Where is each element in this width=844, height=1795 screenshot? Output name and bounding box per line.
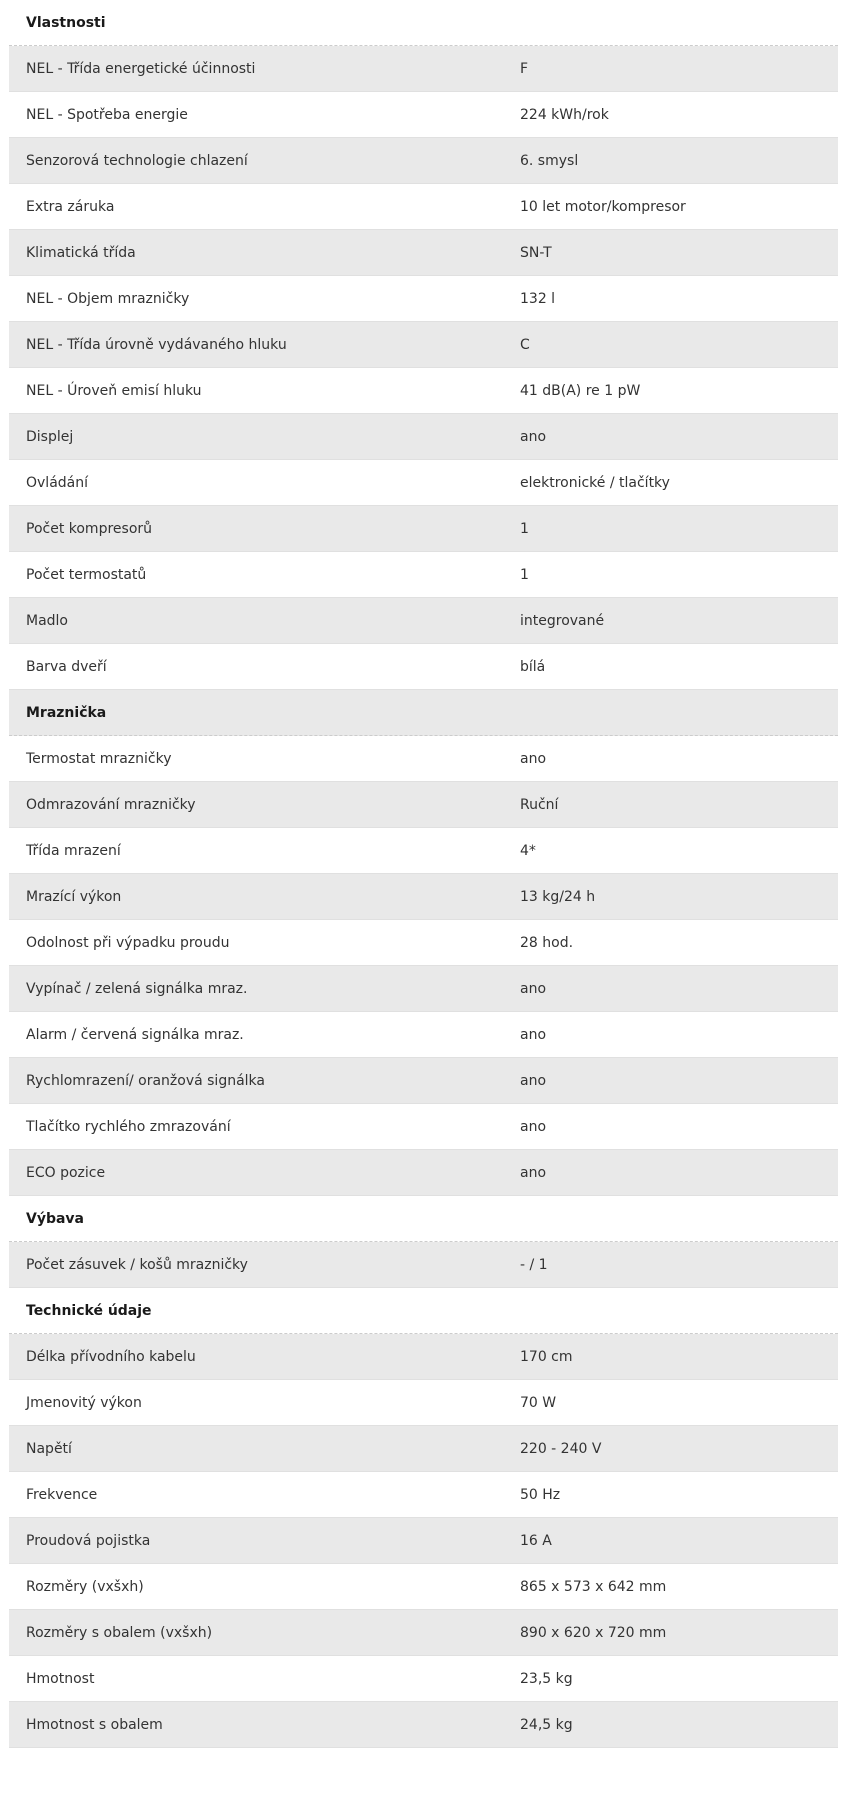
- spec-value: - / 1: [520, 1256, 548, 1273]
- spec-label: Počet zásuvek / košů mrazničky: [26, 1256, 248, 1273]
- spec-row: [9, 46, 838, 92]
- spec-row: [9, 1104, 838, 1150]
- spec-value: C: [520, 336, 530, 353]
- spec-value: 41 dB(A) re 1 pW: [520, 382, 641, 399]
- spec-value: elektronické / tlačítky: [520, 474, 670, 491]
- spec-label: Alarm / červená signálka mraz.: [26, 1026, 244, 1043]
- spec-row: [9, 1472, 838, 1518]
- spec-value: 24,5 kg: [520, 1716, 573, 1733]
- spec-label: Jmenovitý výkon: [26, 1394, 142, 1411]
- spec-value: ano: [520, 750, 547, 767]
- spec-label: Délka přívodního kabelu: [26, 1348, 196, 1365]
- spec-value: ano: [520, 428, 547, 445]
- spec-row: [9, 552, 838, 598]
- spec-label: Odolnost při výpadku proudu: [26, 934, 230, 951]
- spec-row: [9, 368, 838, 414]
- spec-value: 220 - 240 V: [520, 1440, 602, 1457]
- spec-label: NEL - Třída úrovně vydávaného hluku: [26, 336, 287, 353]
- spec-row: [9, 828, 838, 874]
- spec-table: [9, 0, 838, 1748]
- spec-row: [9, 1426, 838, 1472]
- spec-value: Ruční: [520, 796, 559, 813]
- spec-label: Senzorová technologie chlazení: [26, 152, 248, 169]
- spec-label: Rozměry s obalem (vxšxh): [26, 1624, 213, 1641]
- spec-value: 70 W: [520, 1394, 557, 1411]
- spec-row: [9, 1012, 838, 1058]
- spec-value: 4*: [520, 842, 536, 859]
- spec-row: [9, 644, 838, 690]
- spec-label: Klimatická třída: [26, 244, 136, 261]
- spec-row: [9, 92, 838, 138]
- spec-row: [9, 1058, 838, 1104]
- spec-row: [9, 1334, 838, 1380]
- spec-label: Mrazící výkon: [26, 888, 122, 905]
- spec-label: NEL - Třída energetické účinnosti: [26, 60, 256, 77]
- spec-value: bílá: [520, 658, 546, 675]
- spec-label: NEL - Úroveň emisí hluku: [26, 382, 202, 399]
- section-header: [9, 0, 838, 46]
- spec-row: [9, 920, 838, 966]
- spec-value: ano: [520, 980, 547, 997]
- spec-value: ano: [520, 1026, 547, 1043]
- spec-label: Počet kompresorů: [26, 520, 153, 537]
- spec-value: integrované: [520, 612, 605, 629]
- spec-label: Barva dveří: [26, 658, 107, 675]
- spec-label: NEL - Objem mrazničky: [26, 290, 190, 307]
- section-header: [9, 690, 838, 736]
- spec-row: [9, 138, 838, 184]
- spec-label: Tlačítko rychlého zmrazování: [26, 1118, 231, 1135]
- spec-label: Rozměry (vxšxh): [26, 1578, 144, 1595]
- spec-label: ECO pozice: [26, 1164, 106, 1181]
- spec-value: 23,5 kg: [520, 1670, 573, 1687]
- spec-label: Madlo: [26, 612, 68, 629]
- spec-row: [9, 736, 838, 782]
- spec-label: Hmotnost s obalem: [26, 1716, 163, 1733]
- spec-label: Třída mrazení: [26, 842, 121, 859]
- spec-row: [9, 460, 838, 506]
- spec-value: F: [520, 60, 529, 77]
- spec-label: Termostat mrazničky: [26, 750, 172, 767]
- spec-value: 10 let motor/kompresor: [520, 198, 686, 215]
- spec-row: [9, 184, 838, 230]
- spec-value: 224 kWh/rok: [520, 106, 609, 123]
- spec-row: [9, 322, 838, 368]
- spec-value: ano: [520, 1072, 547, 1089]
- spec-row: [9, 874, 838, 920]
- spec-label: Frekvence: [26, 1486, 98, 1503]
- spec-row: [9, 1564, 838, 1610]
- spec-row: [9, 966, 838, 1012]
- spec-value: 170 cm: [520, 1348, 573, 1365]
- spec-label: Napětí: [26, 1440, 72, 1457]
- spec-row: [9, 1518, 838, 1564]
- spec-value: 50 Hz: [520, 1486, 561, 1503]
- section-title: Vlastnosti: [26, 14, 106, 31]
- section-header: [9, 1196, 838, 1242]
- spec-row: [9, 414, 838, 460]
- spec-value: 1: [520, 520, 529, 537]
- spec-label: Extra záruka: [26, 198, 115, 215]
- spec-label: NEL - Spotřeba energie: [26, 106, 188, 123]
- spec-label: Vypínač / zelená signálka mraz.: [26, 980, 248, 997]
- spec-row: [9, 506, 838, 552]
- spec-label: Odmrazování mrazničky: [26, 796, 196, 813]
- spec-value: ano: [520, 1164, 547, 1181]
- spec-value: 28 hod.: [520, 934, 574, 951]
- section-header: [9, 1288, 838, 1334]
- section-title: Technické údaje: [26, 1302, 152, 1319]
- spec-value: 13 kg/24 h: [520, 888, 596, 905]
- spec-value: 890 x 620 x 720 mm: [520, 1624, 667, 1641]
- spec-row: [9, 1242, 838, 1288]
- spec-value: ano: [520, 1118, 547, 1135]
- spec-label: Displej: [26, 428, 74, 445]
- spec-label: Rychlomrazení/ oranžová signálka: [26, 1072, 265, 1089]
- section-title: Mraznička: [26, 704, 107, 721]
- spec-value: 16 A: [520, 1532, 552, 1549]
- spec-row: [9, 1702, 838, 1748]
- spec-row: [9, 1150, 838, 1196]
- section-title: Výbava: [26, 1210, 85, 1227]
- spec-row: [9, 782, 838, 828]
- spec-row: [9, 1380, 838, 1426]
- spec-label: Ovládání: [26, 474, 89, 491]
- spec-row: [9, 1610, 838, 1656]
- spec-label: Proudová pojistka: [26, 1532, 151, 1549]
- spec-value: 132 l: [520, 290, 556, 307]
- spec-value: 6. smysl: [520, 152, 579, 169]
- spec-row: [9, 276, 838, 322]
- spec-value: SN-T: [520, 244, 552, 261]
- spec-row: [9, 598, 838, 644]
- spec-label: Počet termostatů: [26, 566, 147, 583]
- spec-value: 1: [520, 566, 529, 583]
- spec-label: Hmotnost: [26, 1670, 95, 1687]
- spec-value: 865 x 573 x 642 mm: [520, 1578, 667, 1595]
- spec-row: [9, 230, 838, 276]
- spec-row: [9, 1656, 838, 1702]
